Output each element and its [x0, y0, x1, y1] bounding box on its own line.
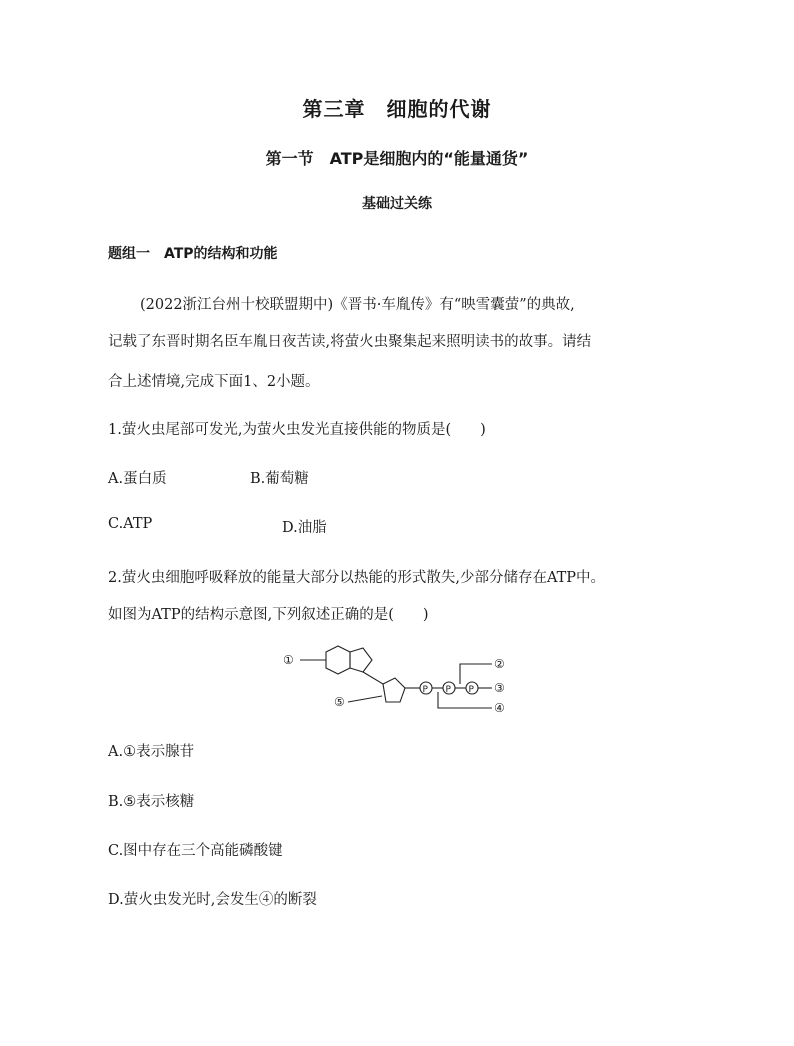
question-1-stem: 1.萤火虫尾部可发光,为萤火虫发光直接供能的物质是( ): [108, 422, 486, 438]
intro-line-2: 记载了东晋时期名臣车胤日夜苦读,将萤火虫聚集起来照明读书的故事。请结: [108, 334, 592, 350]
question-2-stem-line-2: 如图为ATP的结构示意图,下列叙述正确的是( ): [108, 607, 429, 623]
adenine-pentagon: [350, 648, 372, 672]
subsection-title: 基础过关练: [362, 196, 432, 212]
label-3: ③: [494, 681, 505, 695]
atp-structure-diagram: [280, 640, 520, 720]
label-4: ④: [494, 701, 505, 715]
question-1-option-b: B.葡萄糖: [250, 471, 309, 487]
question-2-option-d: D.萤火虫发光时,会发生④的断裂: [108, 892, 317, 908]
leader-2: [460, 664, 492, 684]
intro-line-1: (2022浙江台州十校联盟期中)《晋书·车胤传》有“映雪囊萤”的典故,: [140, 297, 575, 313]
question-1-option-a: A.蛋白质: [108, 471, 167, 487]
question-2-option-b: B.⑤表示核糖: [108, 794, 195, 810]
section-title: 第一节 ATP是细胞内的“能量通货”: [265, 149, 529, 168]
question-1-option-d: D.油脂: [282, 520, 327, 536]
label-2: ②: [494, 657, 505, 671]
label-5: ⑤: [334, 695, 345, 709]
question-2-stem-line-1: 2.萤火虫细胞呼吸释放的能量大部分以热能的形式散失,少部分储存在ATP中。: [108, 570, 606, 586]
chapter-title: 第三章 细胞的代谢: [302, 97, 492, 121]
ribose-pentagon: [383, 678, 405, 702]
adenine-hexagon: [326, 646, 350, 674]
phosphate-2-label: P: [445, 685, 451, 695]
phosphate-3-label: P: [468, 685, 474, 695]
phosphate-1-label: P: [422, 685, 428, 695]
intro-line-3: 合上述情境,完成下面1、2小题。: [108, 374, 320, 390]
question-1-option-c: C.ATP: [108, 516, 153, 532]
group-title: 题组一 ATP的结构和功能: [108, 246, 278, 262]
question-2-option-a: A.①表示腺苷: [108, 744, 195, 760]
question-2-option-c: C.图中存在三个高能磷酸键: [108, 843, 283, 859]
label-1: ①: [283, 653, 294, 667]
